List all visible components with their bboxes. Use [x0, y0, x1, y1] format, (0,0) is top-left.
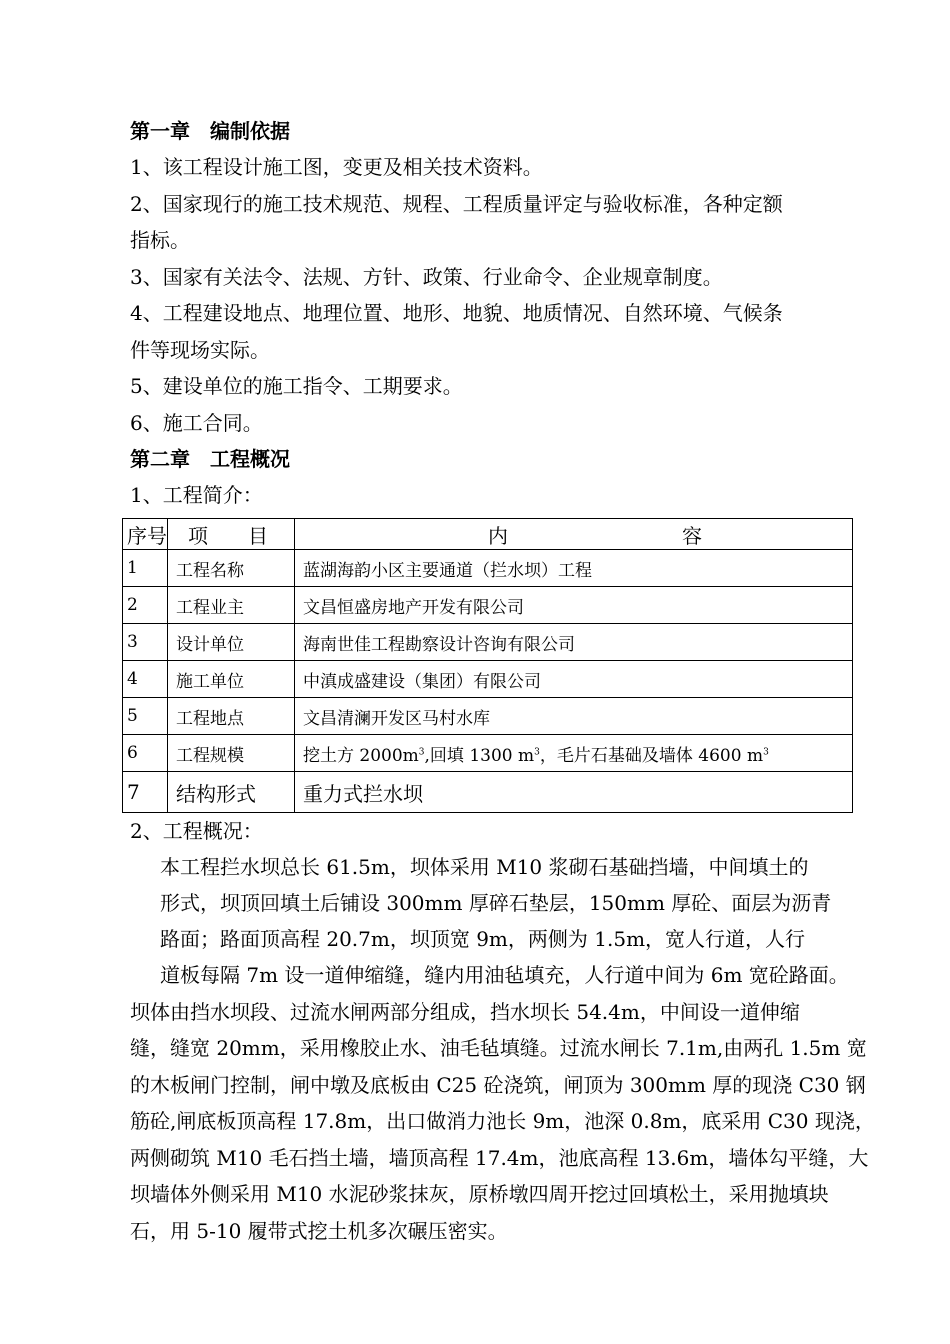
row-no: 3 [123, 624, 168, 661]
basis-item-5: 5、建设单位的施工指令、工期要求。 [130, 374, 463, 398]
scale-masonry: ，毛片石基础及墙体 4600 m [539, 745, 764, 766]
overview-line: 形式，坝顶回填土后铺设 300mm 厚碎石垫层，150mm 厚砼、面层为沥青 [160, 891, 832, 915]
table-row [123, 698, 853, 735]
scale-backfill: ,回填 1300 m [424, 745, 535, 766]
basis-item-4-cont: 件等现场实际。 [130, 338, 270, 362]
row-content: 蓝湖海韵小区主要通道（拦水坝）工程 [295, 550, 853, 587]
row-no: 1 [123, 550, 168, 587]
basis-item-6: 6、施工合同。 [130, 411, 263, 435]
chapter1-title: 第一章 编制依据 [130, 119, 290, 143]
cubic-superscript: 3 [534, 746, 540, 757]
basis-item-3: 3、国家有关法令、法规、方针、政策、行业命令、企业规章制度。 [130, 265, 723, 289]
dam-line: 坝墙体外侧采用 M10 水泥砂浆抹灰，原桥墩四周开挖过回填松土，采用抛填块 [130, 1182, 829, 1206]
header-item [168, 519, 295, 550]
table-row [123, 550, 853, 587]
row-content: 海南世佳工程勘察设计咨询有限公司 [295, 624, 853, 661]
chapter2-title: 第二章 工程概况 [130, 447, 290, 471]
row-item: 结构形式 [168, 772, 295, 813]
row-item: 工程地点 [168, 698, 295, 735]
cubic-superscript: 3 [763, 746, 769, 757]
table-row [123, 772, 853, 813]
row-item: 工程业主 [168, 587, 295, 624]
intro-label: 1、工程简介： [130, 483, 263, 507]
header-item-char-2: 目 [248, 523, 268, 548]
overview-label: 2、工程概况： [130, 819, 263, 843]
table-row [123, 661, 853, 698]
table-row [123, 624, 853, 661]
header-no: 序号 [123, 519, 168, 550]
scale-earthwork: 挖土方 2000m [303, 745, 419, 766]
row-no: 7 [123, 772, 168, 813]
row-item: 工程规模 [168, 735, 295, 772]
header-content [295, 519, 853, 550]
dam-line: 筋砼,闸底板顶高程 17.8m，出口做消力池长 9m，池深 0.8m，底采用 C30 现浇， [130, 1109, 875, 1133]
header-content-char-2: 容 [682, 523, 702, 548]
header-item-char-1: 项 [188, 523, 208, 548]
dam-line: 两侧砌筑 M10 毛石挡土墙，墙顶高程 17.4m，池底高程 13.6m，墙体勾平缝，大 [130, 1146, 869, 1170]
overview-line: 路面；路面顶高程 20.7m，坝顶宽 9m，两侧为 1.5m，宽人行道，人行 [160, 927, 806, 951]
row-item: 设计单位 [168, 624, 295, 661]
basis-item-1: 1、该工程设计施工图，变更及相关技术资料。 [130, 155, 543, 179]
dam-line: 石，用 5-10 履带式挖土机多次碾压密实。 [130, 1219, 508, 1243]
row-no: 4 [123, 661, 168, 698]
row-no: 6 [123, 735, 168, 772]
row-item: 工程名称 [168, 550, 295, 587]
overview-line: 本工程拦水坝总长 61.5m，坝体采用 M10 浆砌石基础挡墙，中间填土的 [160, 855, 809, 879]
row-no: 2 [123, 587, 168, 624]
row-content: 重力式拦水坝 [295, 772, 853, 813]
row-content: 中滇成盛建设（集团）有限公司 [295, 661, 853, 698]
project-info-table [122, 518, 853, 813]
row-no: 5 [123, 698, 168, 735]
dam-line: 的木板闸门控制，闸中墩及底板由 C25 砼浇筑，闸顶为 300mm 厚的现浇 C30 钢 [130, 1073, 866, 1097]
basis-item-4: 4、工程建设地点、地理位置、地形、地貌、地质情况、自然环境、气候条 [130, 301, 783, 325]
row-content [295, 735, 853, 772]
row-item: 施工单位 [168, 661, 295, 698]
basis-item-2: 2、国家现行的施工技术规范、规程、工程质量评定与验收标准，各种定额 [130, 192, 783, 216]
basis-item-2-cont: 指标。 [130, 228, 190, 252]
table-row [123, 587, 853, 624]
row-content: 文昌恒盛房地产开发有限公司 [295, 587, 853, 624]
table-row [123, 735, 853, 772]
cubic-superscript: 3 [418, 746, 425, 757]
overview-line: 道板每隔 7m 设一道伸缩缝，缝内用油毡填充，人行道中间为 6m 宽砼路面。 [160, 963, 849, 987]
dam-line: 缝，缝宽 20mm，采用橡胶止水、油毛毡填缝。过流水闸长 7.1m,由两孔 1.5m 宽 [130, 1036, 867, 1060]
row-content: 文昌清澜开发区马村水库 [295, 698, 853, 735]
header-content-char-1: 内 [488, 523, 508, 548]
table-header-row [123, 519, 853, 550]
dam-line: 坝体由挡水坝段、过流水闸两部分组成，挡水坝长 54.4m，中间设一道伸缩 [130, 1000, 800, 1024]
